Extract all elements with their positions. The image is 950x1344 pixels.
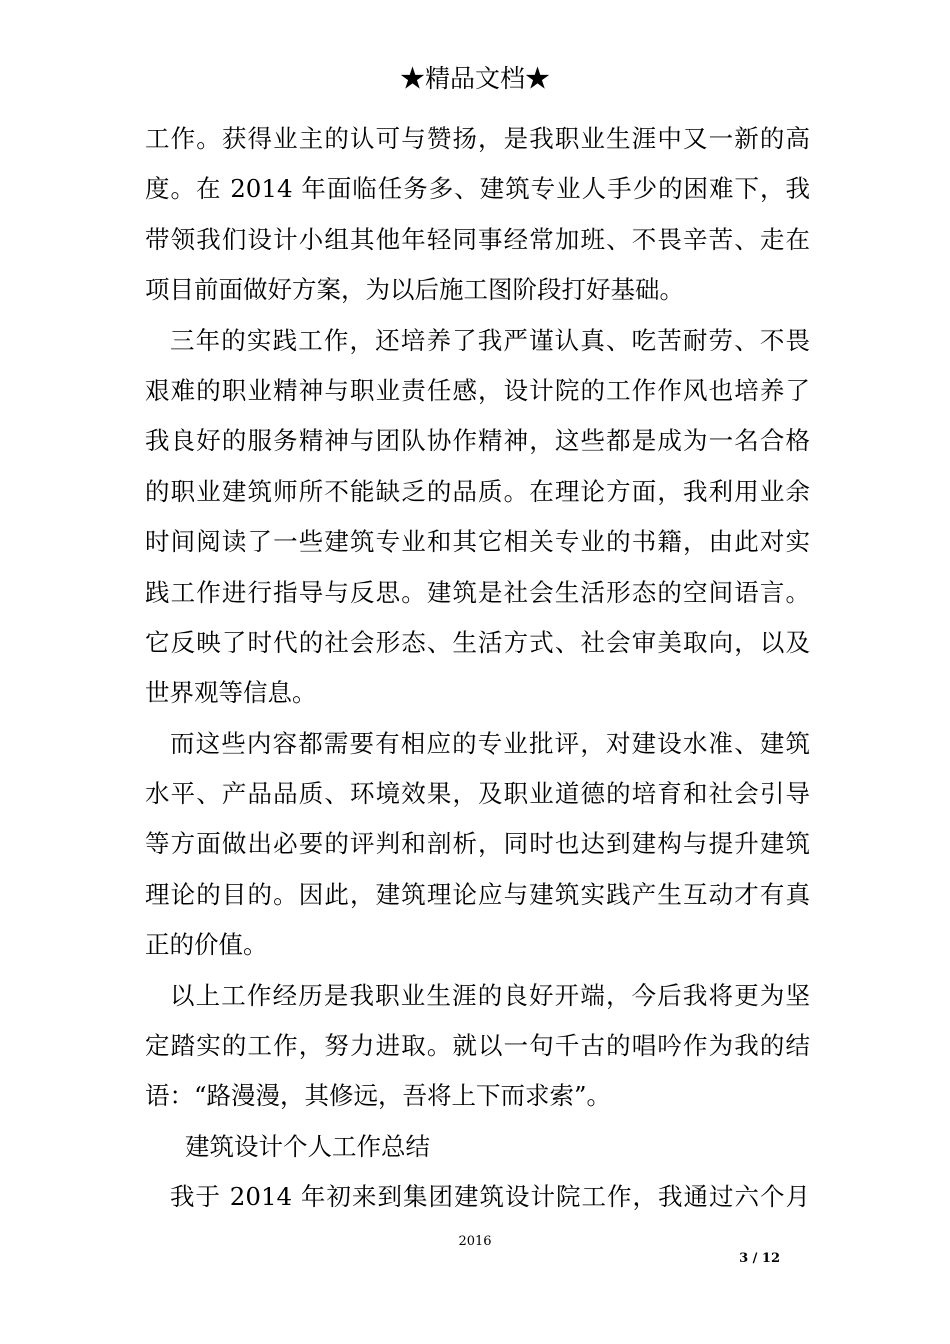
- body-line: 践工作进行指导与反思。建筑是社会生活形态的空间语言。: [145, 577, 810, 607]
- page-header-title: ★精品文档★: [399, 64, 550, 93]
- page-number: 3 / 12: [739, 1251, 780, 1266]
- body-line: 带领我们设计小组其他年轻同事经常加班、不畏辛苦、走在: [145, 224, 810, 254]
- body-line: 工作。获得业主的认可与赞扬，是我职业生涯中又一新的高: [145, 124, 810, 153]
- body-line: 语：“路漫漫，其修远，吾将上下而求索”。: [145, 1081, 612, 1111]
- body-line: 艰难的职业精神与职业责任感，设计院的工作作风也培养了: [145, 375, 810, 405]
- body-line: 三年的实践工作，还培养了我严谨认真、吃苦耐劳、不畏: [170, 325, 810, 355]
- body-line: 项目前面做好方案，为以后施工图阶段打好基础。: [145, 275, 684, 305]
- body-line: 它反映了时代的社会形态、生活方式、社会审美取向，以及: [145, 627, 810, 657]
- body-line: 理论的目的。因此，建筑理论应与建筑实践产生互动才有真: [145, 879, 810, 909]
- body-line: 等方面做出必要的评判和剖析，同时也达到建构与提升建筑: [145, 829, 810, 859]
- footer-year: 2016: [458, 1234, 492, 1249]
- body-line: 时间阅读了一些建筑专业和其它相关专业的书籍，由此对实: [145, 527, 810, 557]
- body-line: 正的价值。: [145, 930, 268, 960]
- body-line: 水平、产品品质、环境效果，及职业道德的培育和社会引导: [145, 779, 810, 809]
- body-line: 我于 2014 年初来到集团建筑设计院工作，我通过六个月: [170, 1182, 810, 1212]
- body-line: 定踏实的工作，努力进取。就以一句千古的唱吟作为我的结: [145, 1031, 810, 1061]
- body-line: 我良好的服务精神与团队协作精神，这些都是成为一名合格: [145, 426, 810, 456]
- body-line: 度。在 2014 年面临任务多、建筑专业人手少的困难下，我: [145, 174, 810, 204]
- body-line: 而这些内容都需要有相应的专业批评，对建设水准、建筑: [170, 728, 810, 758]
- document-body: [145, 114, 810, 1223]
- body-line: 以上工作经历是我职业生涯的良好开端，今后我将更为坚: [170, 980, 810, 1010]
- section-heading: 建筑设计个人工作总结: [185, 1131, 430, 1161]
- body-line: 世界观等信息。: [145, 678, 317, 708]
- body-line: 的职业建筑师所不能缺乏的品质。在理论方面，我利用业余: [145, 476, 810, 506]
